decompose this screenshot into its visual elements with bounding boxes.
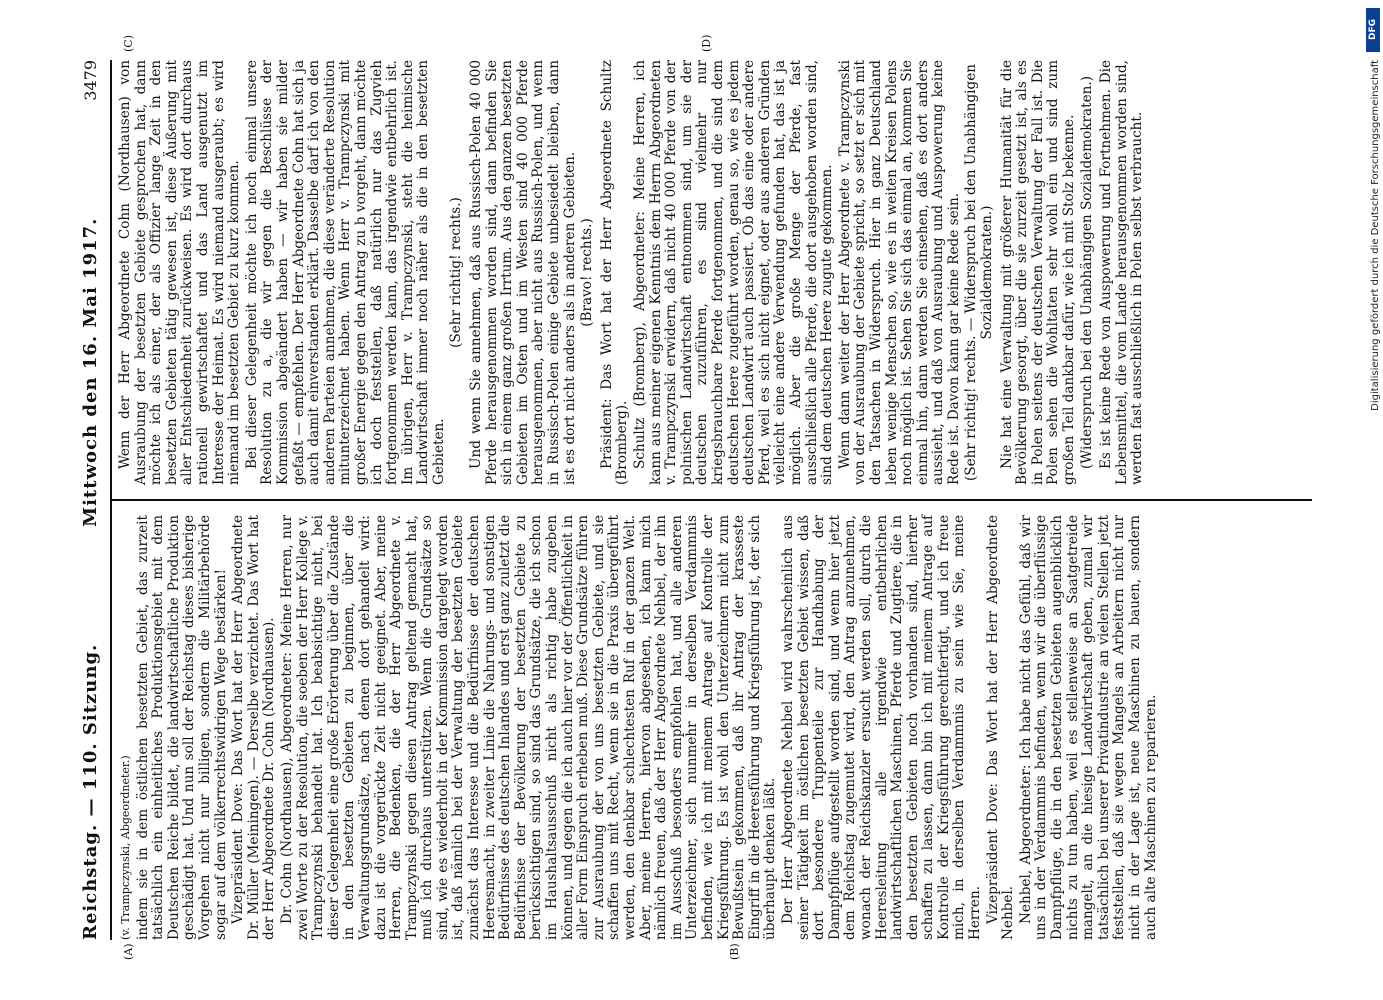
right-column xyxy=(118,60,1148,485)
speaker-continuation: (v. Trampczynski, Abgeordneter.) xyxy=(119,755,132,940)
paragraph: indem sie in dem östlichen besetzten Gebiet, das zurzeit tatsächlich ein einheitliches Produktionsgebiet mit dem Deutschen Reiche bildet, die landwirtschaftliche Produktion geschädigt hat. Und nun soll der Reichstag dieses bisherige Vorgehen nicht nur billigen, sondern die Militärbehörde sogar auf dem völkerrechtswidrigen Wege bestärken! xyxy=(134,515,229,940)
paragraph: Wenn der Herr Abgeordnete Cohn (Nordhausen) von Ausraubung der besetzten Gebiete gesprochen hat, dann möchte ich als einer, der als Offizier lange Zeit in den besetzten Gebieten tätig gewesen ist, diese Äußerung mit aller Entschiedenheit zurückweisen. Es wird dort durchaus rationell gewirtschaftet und das Land ausgenutzt im Interesse der Heimat. Es wird niemand ausgeraubt; es wird niemand im besetzten Gebiet zu kurz kommen. xyxy=(117,60,243,485)
paragraph: Der Herr Abgeordnete Nehbel wird wahrscheinlich aus seiner Tätigkeit im östlichen besetzten Gebiet wissen, daß dort besondere Truppenteile zur Handhabung der Dampfpflüge aufgestellt worden sind, und wenn hier jetzt dem Reichstag zugemutet wird, den Antrag anzunehmen, wonach der Reichskanzler ersucht werden soll, durch die Heeresleitung alle irgendwie entbehrlichen landwirtschaftlichen Maschinen, Pferde und Zugtiere, die in den besetzten Gebieten noch vorhanden sind, hierher schaffen zu lassen, dann bin ich mit meinem Antrage auf Kontrolle der Kriegsführung gerechtfertigt, und ich freue mich, in derselben Verdammnis zu sein wie Sie, meine Herren. xyxy=(779,515,984,940)
margin-marker-a: (A) xyxy=(122,943,135,960)
paragraph: Nie hat eine Verwaltung mit größerer Humanität für die Bevölkerung gesorgt, über die sie zurzeit gesetzt ist, als es in Polen seitens der deutschen Verwaltung der Fall ist. Die Polen sehen die Wohltaten sehr wohl ein und sind zum großen Teil dankbar dafür, wie ich mit Stolz bekenne. xyxy=(998,60,1078,485)
paragraph: Vizepräsident Dove: Das Wort hat der Herr Abgeordnete Nehbel. xyxy=(984,515,1017,940)
paragraph: Bei dieser Gelegenheit möchte ich noch einmal unsere Resolution zu a, die wir gegen die Beschlüsse der Kommission abgeändert haben — wir haben sie milder gefaßt — empfehlen. Der Herr Abgeordnete Cohn hat sich ja auch damit einverstanden erklärt. Dasselbe darf ich von den anderen Parteien annehmen, die diese veränderte Resolution mitunterzeichnet haben. Wenn Herr v. Trampczynski mit großer Energie gegen den Antrag zu b vorgeht, dann möchte ich doch feststellen, daß natürlich nur das Zugvieh fortgenommen werden kann, das irgendwie entbehrlich ist. Im übrigen, Herr v. Trampczynski, steht die heimische Landwirtschaft immer noch näher als die in den besetzten Gebieten. xyxy=(243,60,447,485)
digitization-note: Digitalisierung gefördert durch die Deutsche Forschungsgemeinschaft xyxy=(1370,60,1381,411)
paragraph: Es ist keine Rede von Auspowerung und Fortnehmen. Die Lebensmittel, die vom Lande herausgenommen worden sind, werden fast ausschließlich in Polen selbst verbraucht. xyxy=(1098,60,1146,485)
paragraph: Nehbel, Abgeordneter: Ich habe nicht das Gefühl, daß wir uns in der Verdammnis befinden, wenn wir die überflüssige Dampfpflüge, die in den besetzten Gebieten augenblicklich nichts zu tun haben, weil es stellenweise an Saatgetreide mangelt, an die hiesige Landwirtschaft geben, zumal wir tatsächlich bei unserer Privatindustrie an vielen Stellen jetzt feststellen, daß sie wegen Mangels an Arbeitern nicht nur nicht in der Lage ist, neue Maschinen zu bauen, sondern auch alte Maschinen zu reparieren. xyxy=(1017,515,1159,940)
interjection: (Sehr richtig! rechts.) xyxy=(448,197,465,348)
header-date: Mittwoch den 16. Mai 1917. xyxy=(80,217,101,527)
page-header xyxy=(80,60,106,940)
paragraph: Präsident: Das Wort hat der Herr Abgeordnete Schultz (Bromberg). xyxy=(598,60,631,485)
interjection: (Widerspruch bei den Unabhängigen Sozialdemokraten.) xyxy=(1078,76,1095,469)
interjection: (Sehr richtig! rechts. — Widerspruch bei den Unabhängigen Sozialdemokraten.) xyxy=(963,63,996,482)
margin-marker-c: (C) xyxy=(122,35,135,52)
header-session: Reichstag. — 110. Sitzung. xyxy=(80,643,101,940)
paragraph: Dr. Cohn (Nordhausen), Abgeordneter: Meine Herren, nur zwei Worte zu der Resolution, die soeben der Herr Kollege v. Trampczynski behandelt hat. Ich beabsichtige nicht, bei dieser Gelegenheit eine große Erörterung über die Zustände in den besetzten Gebieten zu beginnen, über die Verwaltungsgrundsätze, nach denen dort gehandelt wird: dazu ist die vorgerückte Zeit nicht geeignet. Aber, meine Herren, die Bedenken, die der Herr Abgeordnete v. Trampczynski gegen diesen Antrag geltend gemacht hat, muß ich durchaus unterstützen. Wenn die Grundsätze so sind, wie es wiederholt in der Kommission dargelegt worden ist, daß nämlich bei der Verwaltung der besetzten Gebiete zunächst das Interesse und die Bedürfnisse der deutschen Heeresmacht, in zweiter Linie die Nahrungs- und sonstigen Bedürfnisse des deutschen Inlandes und erst ganz zuletzt die Bedürfnisse der Bevölkerung der besetzten Gebiete zu berücksichtigen sind, so sind das Grundsätze, die ich schon im Haushaltsausschuß nicht als richtig habe zugeben können, und gegen die ich auch hier vor der Öffentlichkeit in aller Form Einspruch erheben muß. Diese Grundsätze führen zur Ausraubung der von uns besetzten Gebiete, und sie schaffen uns mit Recht, wenn sie in die Praxis übergeführt werden, den denkbar schlechtesten Ruf in der ganzen Welt. Aber, meine Herren, hiervon abgesehen, ich kann mich nämlich freuen, daß der Herr Abgeordnete Nehbel, der ihn im Ausschuß besonders empfohlen hat, und alle anderen Unterzeichner, sich nunmehr in derselben Verdammnis befinden, wie ich mit meinem Antrage auf Kontrolle der Kriegsführung. Es ist wohl den Unterzeichnern nicht zum Bewußtsein gekommen, daß ihr Antrag der krasseste Eingriff in die Heeresführung und Kriegsführung ist, der sich überhaupt denken läßt. xyxy=(278,515,779,940)
paragraph: Schultz (Bromberg), Abgeordneter: Meine Herren, ich kann aus meiner eigenen Kenntnis dem Herrn Abgeordneten v. Trampczynski erwidern, daß nicht 40 000 Pferde von der polnischen Landwirtschaft entnommen sind, um sie der deutschen zuzuführen, es sind vielmehr nur kriegsbrauchbare Pferde fortgenommen, und die sind dem deutschen Heere zugeführt worden, genau so, wie es jedem deutschen Landwirt auch passiert. Ob das eine oder andere Pferd, weil es sich nicht eignet, oder aus anderen Gründen vielleicht eine andere Verwendung gefunden hat, das ist ja möglich. Aber die große Menge der Pferde, fast ausschließlich alle Pferde, die dort ausgehoben worden sind, sind dem deutschen Heere zugute gekommen. xyxy=(632,60,836,485)
margin-marker-d: (D) xyxy=(700,34,713,52)
column-separator xyxy=(112,499,1312,501)
paragraph: Und wenn Sie annehmen, daß aus Russisch-Polen 40 000 Pferde herausgenommen worden sind, dann befinden Sie sich in einem ganz großen Irrtum. Aus den ganzen besetzten Gebieten im Osten und im Westen sind 40 000 Pferde herausgenommen, aber nicht aus Russisch-Polen, und wenn in Russisch-Polen einige Gebiete unbesiedelt bleiben, dann ist es dort nicht anders als in anderen Gebieten. xyxy=(468,60,578,485)
dfg-logo: DFG xyxy=(1366,8,1380,52)
margin-marker-b: (B) xyxy=(728,943,741,960)
left-column xyxy=(118,515,1161,940)
interjection: (Bravo! rechts.) xyxy=(579,218,596,327)
page-number: 3479 xyxy=(81,60,100,101)
paragraph: Vizepräsident Dove: Das Wort hat der Herr Abgeordnete Dr. Müller (Meiningen). — Derselbe verzichtet. Das Wort hat der Herr Abgeordnete Dr. Cohn (Nordhausen). xyxy=(230,515,278,940)
paragraph: Wenn dann weiter der Herr Abgeordnete v. Trampczynski von der Ausraubung der Gebiete spricht, so setzt er sich mit den Tatsachen in Widerspruch. Hier in ganz Deutschland leben wenige Menschen so, wie es in weiten Kreisen Polens noch möglich ist. Sehen Sie sich das einmal an, kommen Sie einmal hin, dann werden Sie einsehen, daß es dort anders aussieht, und daß von Ausraubung und Auspowerung keine Rede ist. Davon kann gar keine Rede sein. xyxy=(836,60,962,485)
